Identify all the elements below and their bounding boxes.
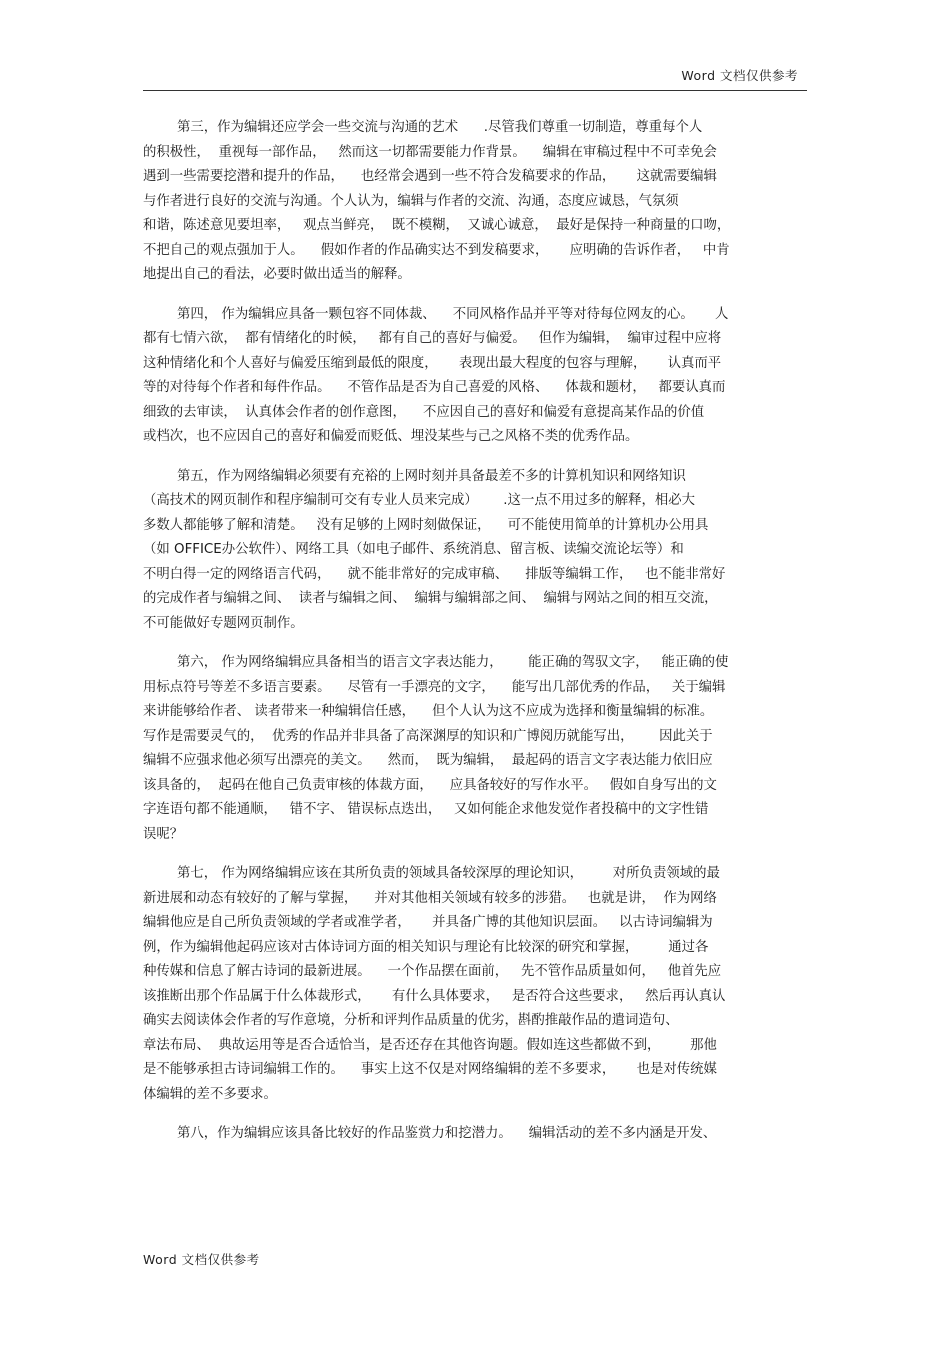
document-body — [143, 116, 807, 1162]
paragraph-8 — [143, 1122, 807, 1147]
text-line: 写作是需要灵气的， 优秀的作品并非具备了高深渊厚的知识和广博阅历就能写出， 因此关于 — [143, 728, 713, 744]
text-line: 例，作为编辑他起码应该对古体诗词方面的相关知识与理论有比较深的研究和掌握， 通过各 — [143, 939, 709, 955]
paragraph-4 — [143, 303, 807, 450]
text-line: 误呢？ — [143, 826, 184, 842]
text-line: 等的对待每个作者和每件作品。 不管作品是否为自己喜爱的风格、 体裁和题材， 都要认真而 — [143, 380, 726, 395]
text-line: 编辑他应是自己所负责领域的学者或准学者， 并具备广博的其他知识层面。 以古诗词编辑为 — [143, 915, 713, 930]
paragraph-6 — [143, 651, 807, 847]
text-line: （高技术的网页制作和程序编制可交有专业人员来完成） .这一点不用过多的解释，相必大 — [143, 493, 696, 508]
text-line: 不把自己的观点强加于人。 假如作者的作品确实达不到发稿要求， 应明确的告诉作者， 中肯 — [143, 242, 730, 258]
text-line: 第八，作为编辑应该具备比较好的作品鉴赏力和挖潜力。 编辑活动的差不多内涵是开发、 — [177, 1126, 717, 1141]
text-line: 第七， 作为网络编辑应该在其所负责的领域具备较深厚的理论知识， 对所负责领域的最 — [177, 866, 720, 881]
text-line: 不可能做好专题网页制作。 — [143, 615, 304, 631]
text-line: 或档次，也不应因自己的喜好和偏爱而贬低、埋没某些与己之风格不类的优秀作品。 — [143, 429, 639, 444]
text-line: 是不能够承担古诗词编辑工作的。 事实上这不仅是对网络编辑的差不多要求， 也是对传统媒 — [143, 1062, 717, 1077]
text-line: 不明白得一定的网络语言代码， 就不能非常好的完成审稿、 排版等编辑工作， 也不能非常好 — [143, 566, 726, 582]
text-line: 该具备的， 起码在他自己负责审核的体裁方面， 应具备较好的写作水平。 假如自身写出的文 — [143, 777, 717, 793]
text-line: 第五，作为网络编辑必须要有充裕的上网时刻并具备最差不多的计算机知识和网络知识 — [177, 468, 686, 484]
paragraph-3 — [143, 116, 807, 288]
text-line: 的积极性， 重视每一部作品， 然而这一切都需要能力作背景。 编辑在审稿过程中不可幸免会 — [143, 144, 717, 160]
text-line: 地提出自己的看法，必要时做出适当的解释。 — [143, 267, 411, 282]
text-line: 第四， 作为编辑应具备一颗包容不同体裁、 不同风格作品并平等对待每位网友的心。 人 — [177, 306, 729, 322]
paragraph-7 — [143, 862, 807, 1107]
text-line: 和谐，陈述意见要坦率， 观点当鲜亮， 既不模糊， 又诚心诚意， 最好是保持一种商量的口吻， — [143, 218, 731, 233]
text-line: 这种情绪化和个人喜好与偏爱压缩到最低的限度， 表现出最大程度的包容与理解， 认真而平 — [143, 355, 722, 371]
page-footer: Word 文档仅供参考 — [143, 1252, 260, 1267]
text-line: 第六， 作为网络编辑应具备相当的语言文字表达能力， 能正确的驾驭文字， 能正确的使 — [177, 655, 729, 670]
text-line: 章法布局、 典故运用等是否合适恰当，是否还存在其他咨询题。假如连这些都做不到， 那他 — [143, 1037, 717, 1053]
text-line: 来讲能够给作者、 读者带来一种编辑信任感， 但个人认为这不应成为选择和衡量编辑的标准。 — [143, 704, 714, 719]
text-line: 遇到一些需要挖潜和提升的作品， 也经常会遇到一些不符合发稿要求的作品， 这就需要编辑 — [143, 169, 717, 184]
text-line: 体编辑的差不多要求。 — [143, 1086, 277, 1102]
text-line: 的完成作者与编辑之间、 读者与编辑之间、 编辑与编辑部之间、 编辑与网站之间的相互交流， — [143, 591, 718, 606]
paragraph-5 — [143, 465, 807, 637]
text-line: 新进展和动态有较好的了解与掌握， 并对其他相关领域有较多的涉猎。 也就是讲， 作为网络 — [143, 890, 717, 906]
text-line: 都有七情六欲， 都有情绪化的时候， 都有自己的喜好与偏爱。 但作为编辑， 编审过程中应将 — [143, 331, 722, 346]
page-header: Word 文档仅供参考 — [681, 68, 798, 83]
text-line: 字连语句都不能通顺， 错不字、 错误标点迭出， 又如何能企求他发觉作者投稿中的文字性错 — [143, 802, 709, 817]
header-divider — [143, 90, 807, 91]
text-line: 多数人都能够了解和清楚。 没有足够的上网时刻做保证， 可不能使用简单的计算机办公用具 — [143, 517, 709, 533]
text-line: 第三，作为编辑还应学会一些交流与沟通的艺术 .尽管我们尊重一切制造，尊重每个人 — [177, 120, 703, 135]
text-line: （如 OFFICE办公软件）、网络工具（如电子邮件、系统消息、留言板、读编交流论坛等）和 — [143, 542, 684, 557]
text-line: 与作者进行良好的交流与沟通。个人认为，编辑与作者的交流、沟通，态度应诚恳，气氛须 — [143, 193, 679, 209]
text-line: 该推断出那个作品属于什么体裁形式， 有什么具体要求， 是否符合这些要求， 然后再认真认 — [143, 988, 726, 1004]
text-line: 编辑不应强求他必须写出漂亮的美文。 然而， 既为编辑， 最起码的语言文字表达能力依旧应 — [143, 753, 713, 768]
text-line: 用标点符号等差不多语言要素。 尽管有一手漂亮的文字， 能写出几部优秀的作品， 关于编辑 — [143, 679, 726, 695]
text-line: 细致的去审读， 认真体会作者的创作意图， 不应因自己的喜好和偏爱有意提高某作品的价值 — [143, 404, 705, 420]
text-line: 确实去阅读体会作者的写作意境，分析和评判作品质量的优劣，斟酌推敲作品的遣词造句、 — [143, 1013, 679, 1028]
text-line: 种传媒和信息了解古诗词的最新进展。 一个作品摆在面前， 先不管作品质量如何， 他首先应 — [143, 964, 722, 979]
